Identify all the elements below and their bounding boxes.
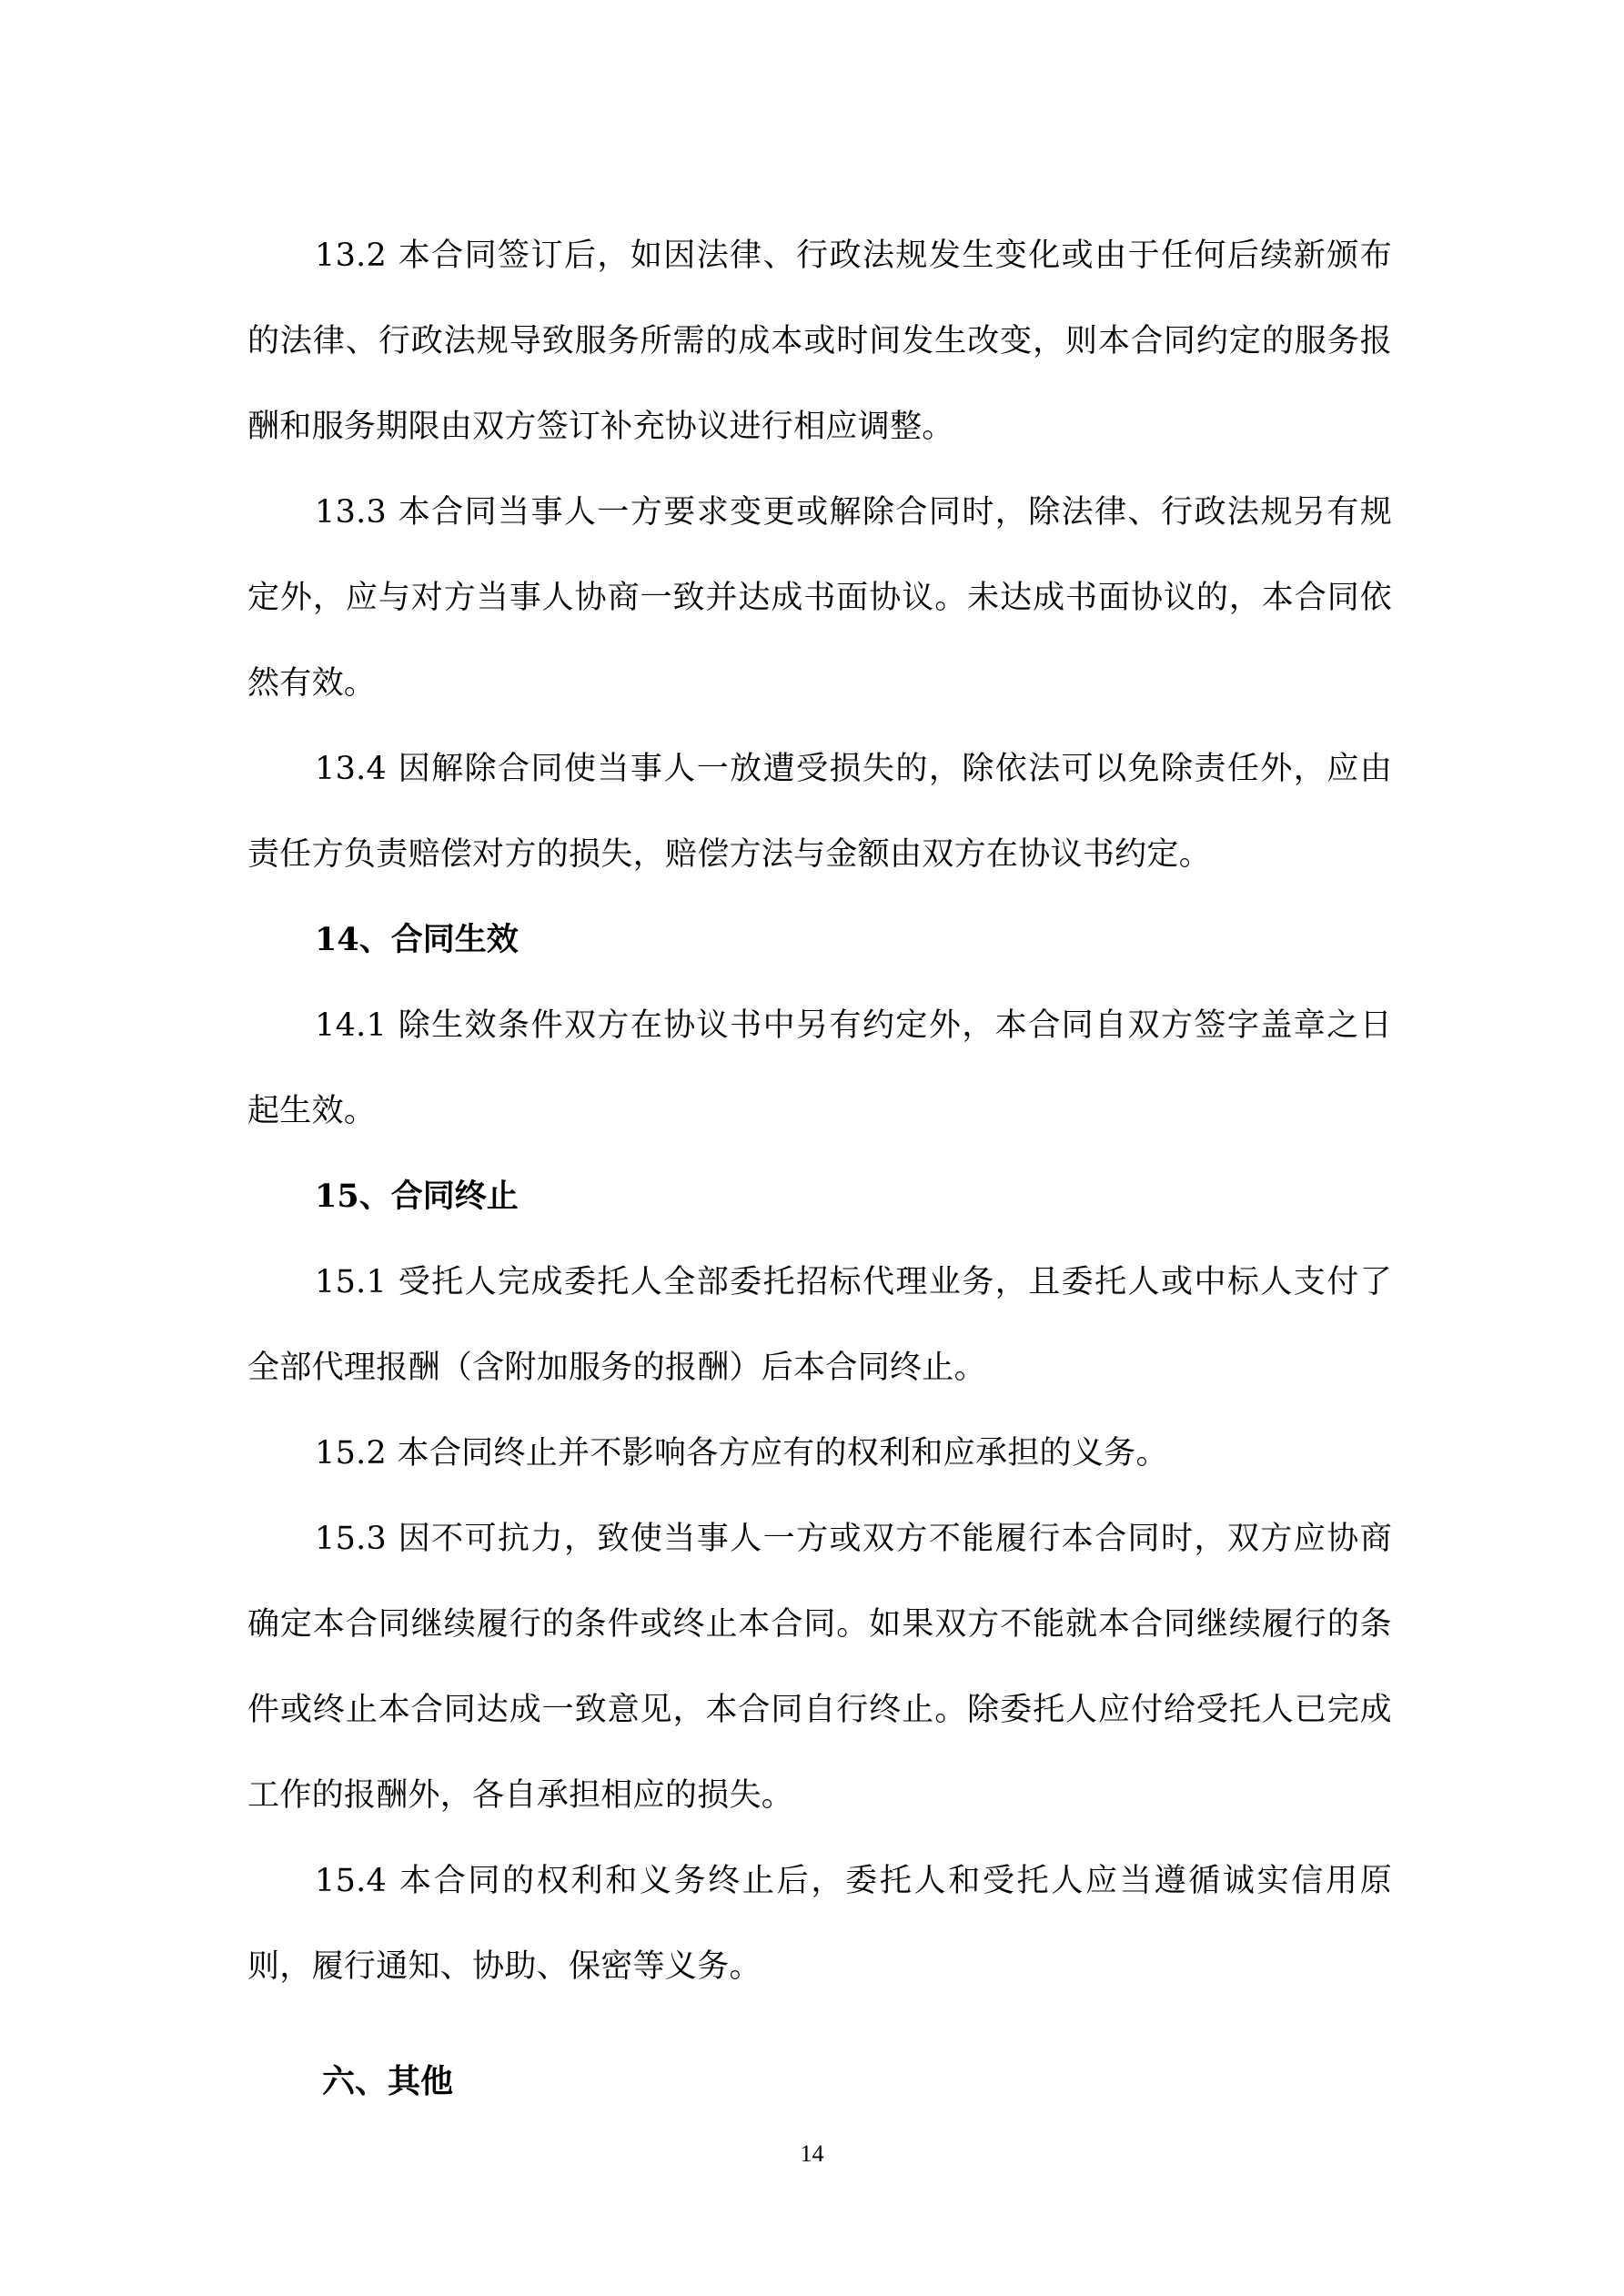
clause-13-2: 13.2 本合同签订后，如因法律、行政法规发生变化或由于任何后续新颁布的法律、行政法规导致服务所需的成本或时间发生改变，则本合同约定的服务报酬和服务期限由双方签订补充协议进行相应调整。: [247, 238, 1392, 445]
clause-15-3: 15.3 因不可抗力，致使当事人一方或双方不能履行本合同时，双方应协商确定本合同继续履行的条件或终止本合同。如果双方不能就本合同继续履行的条件或终止本合同达成一致意见，本合同自行终止。除委托人应付给受托人已完成工作的报酬外，各自承担相应的损失。: [247, 1521, 1392, 1814]
clause-15-4: 15.4 本合同的权利和义务终止后，委托人和受托人应当遵循诚实信用原则，履行通知、协助、保密等义务。: [247, 1863, 1392, 1985]
page-number: 14: [800, 2140, 824, 2167]
section-heading-other: 六、其他: [322, 2062, 454, 2100]
document-body: [247, 213, 1392, 2124]
heading-14: 14、合同生效: [315, 921, 519, 958]
clause-13-3: 13.3 本合同当事人一方要求变更或解除合同时，除法律、行政法规另有规定外，应与对方当事人协商一致并达成书面协议。未达成书面协议的，本合同依然有效。: [247, 494, 1392, 702]
clause-15-2: 15.2 本合同终止并不影响各方应有的权利和应承担的义务。: [315, 1435, 1168, 1472]
clause-15-1: 15.1 受托人完成委托人全部委托招标代理业务，且委托人或中标人支付了全部代理报酬（含附加服务的报酬）后本合同终止。: [247, 1264, 1392, 1386]
clause-13-4: 13.4 因解除合同使当事人一放遭受损失的，除依法可以免除责任外，应由责任方负责赔偿对方的损失，赔偿方法与金额由双方在协议书约定。: [247, 751, 1392, 873]
clause-14-1: 14.1 除生效条件双方在协议书中另有约定外，本合同自双方签字盖章之日起生效。: [247, 1007, 1392, 1129]
heading-15: 15、合同终止: [315, 1178, 519, 1215]
